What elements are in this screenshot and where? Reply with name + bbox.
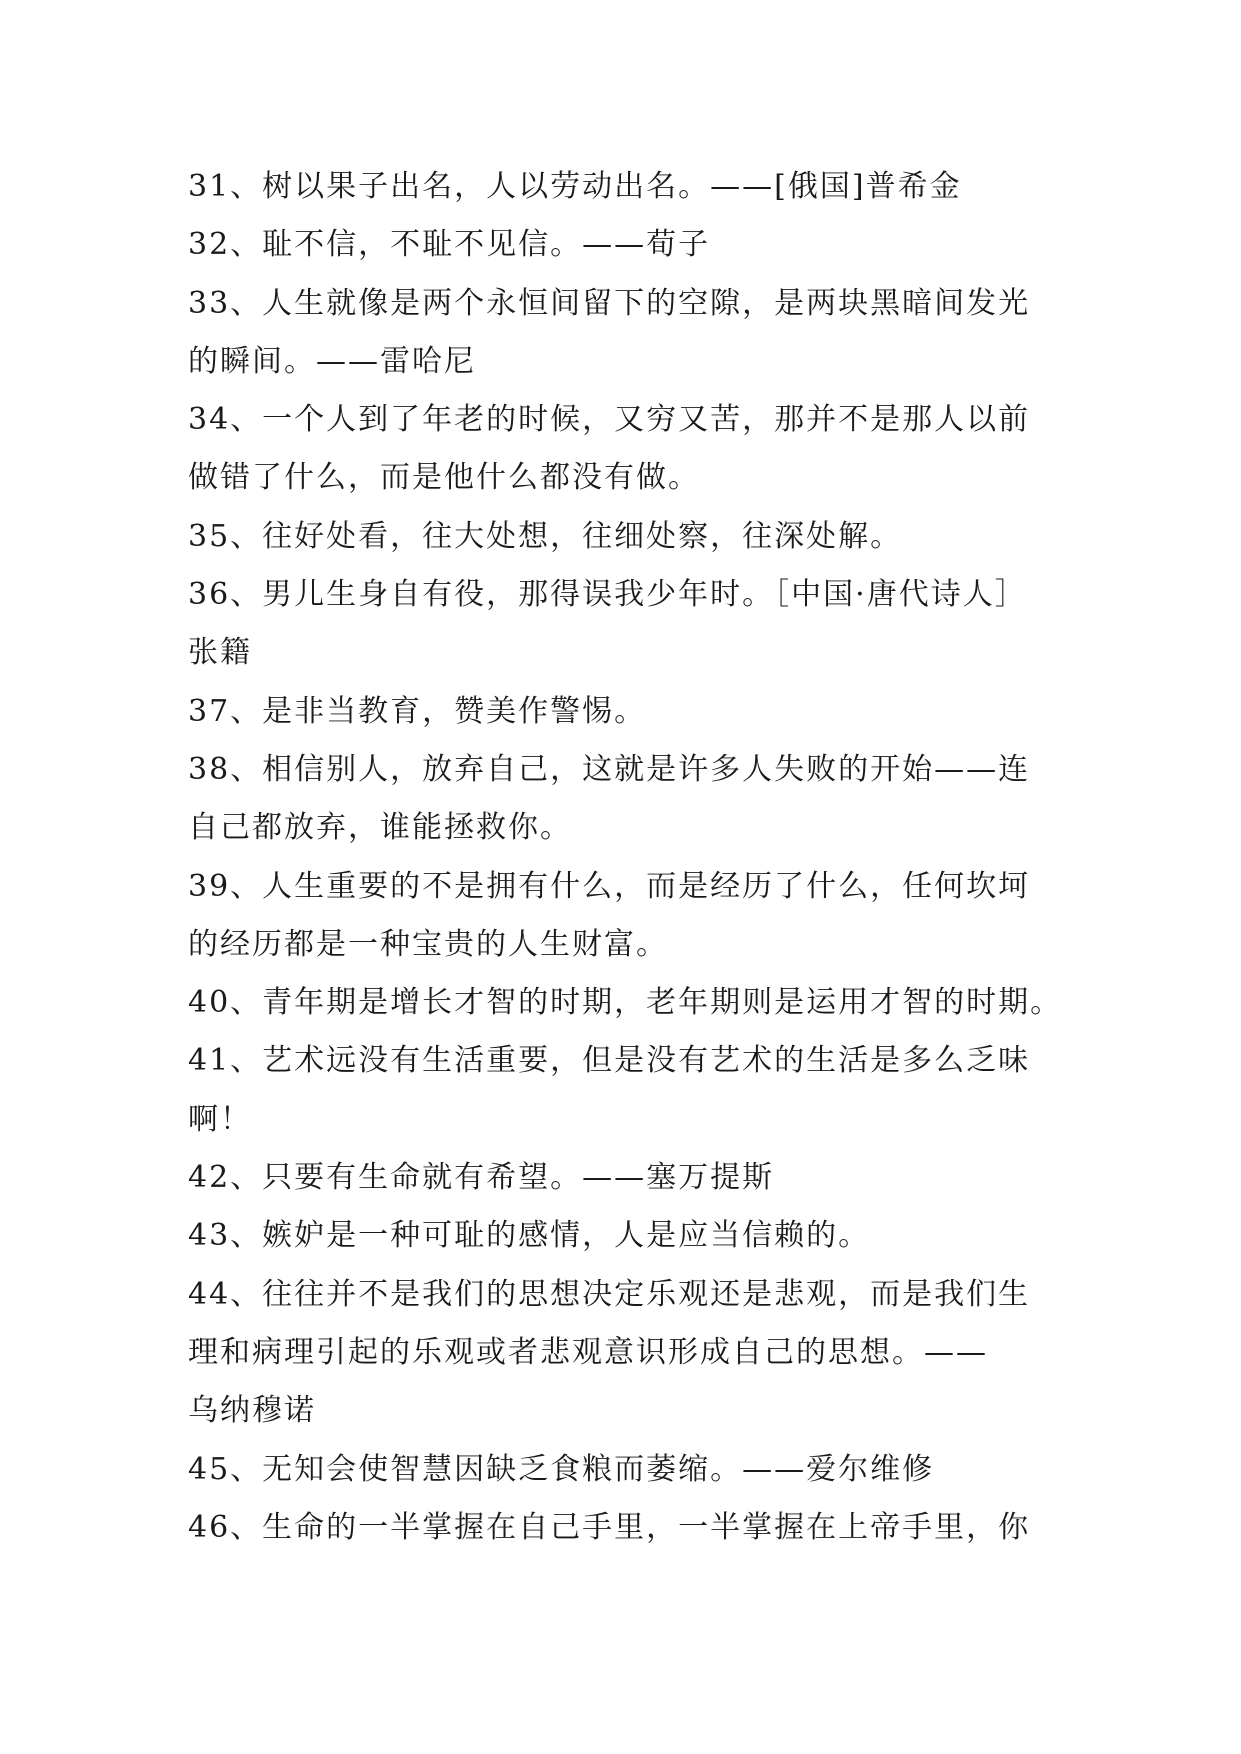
text-line: 39、人生重要的不是拥有什么，而是经历了什么，任何坎坷: [188, 868, 1031, 904]
quote-list: [188, 158, 1063, 1557]
text-line: 理和病理引起的乐观或者悲观意识形成自己的思想。——: [188, 1334, 988, 1370]
text-line: 33、人生就像是两个永恒间留下的空隙，是两块黑暗间发光: [188, 285, 1031, 321]
text-line: 38、相信别人，放弃自己，这就是许多人失败的开始——连: [188, 751, 1031, 787]
text-line: 34、一个人到了年老的时候，又穷又苦，那并不是那人以前: [188, 402, 1031, 438]
text-line: 做错了什么，而是他什么都没有做。: [188, 460, 700, 496]
text-line: 37、是非当教育，赞美作警惕。: [188, 693, 647, 729]
text-line: 45、无知会使智慧因缺乏食粮而萎缩。——爱尔维修: [188, 1451, 935, 1487]
text-line: 43、嫉妒是一种可耻的感情，人是应当信赖的。: [188, 1218, 871, 1254]
text-line: 42、只要有生命就有希望。——塞万提斯: [188, 1160, 775, 1196]
text-line: 36、男儿生身自有役，那得误我少年时。［中国·唐代诗人］: [188, 577, 1027, 613]
text-line: 41、艺术远没有生活重要，但是没有艺术的生活是多么乏味: [188, 1043, 1031, 1079]
text-line: 44、往往并不是我们的思想决定乐观还是悲观，而是我们生: [188, 1276, 1031, 1312]
text-line: 啊！: [188, 1101, 252, 1137]
text-line: 32、耻不信，不耻不见信。——荀子: [188, 227, 711, 263]
text-line: 40、青年期是增长才智的时期，老年期则是运用才智的时期。: [188, 985, 1063, 1021]
text-line: 张籍: [188, 635, 252, 671]
text-line: 35、往好处看，往大处想，往细处察，往深处解。: [188, 518, 903, 554]
text-line: 31、树以果子出名，人以劳动出名。——[俄国]普希金: [188, 169, 962, 204]
text-line: 的瞬间。——雷哈尼: [188, 343, 476, 379]
text-line: 乌纳穆诺: [188, 1393, 316, 1429]
text-line: 的经历都是一种宝贵的人生财富。: [188, 926, 668, 962]
text-line: 46、生命的一半掌握在自己手里，一半掌握在上帝手里，你: [188, 1509, 1031, 1545]
text-line: 自己都放弃，谁能拯救你。: [188, 810, 572, 846]
